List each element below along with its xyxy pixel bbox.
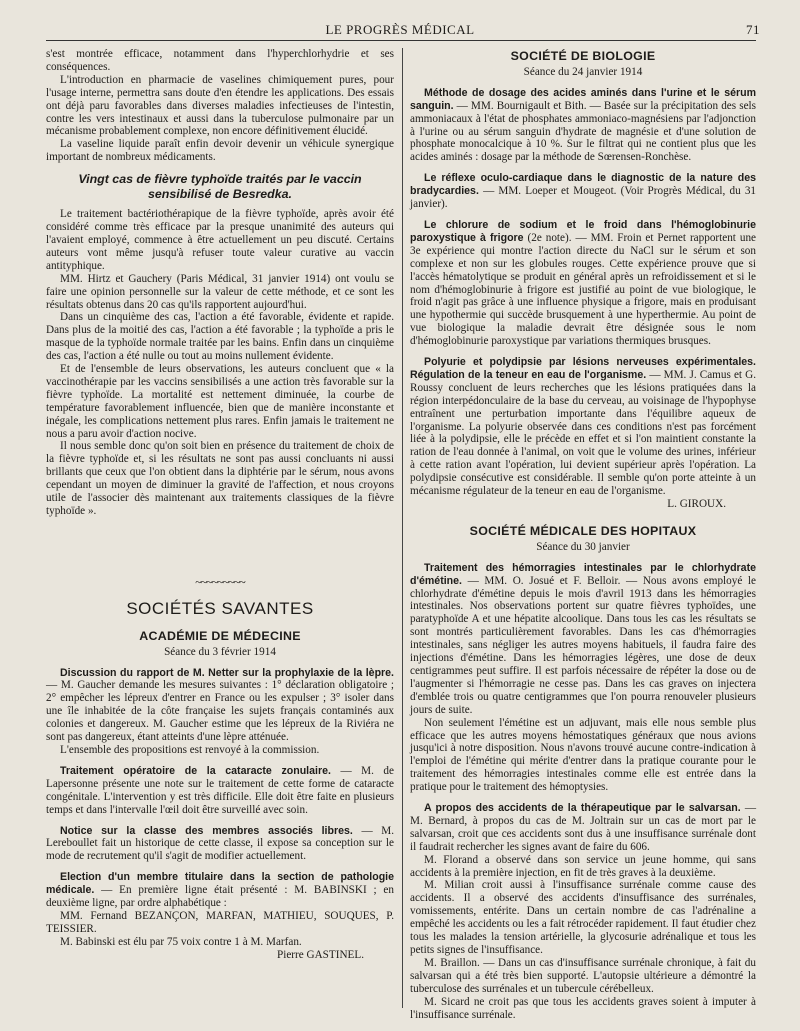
society-title: SOCIÉTÉ DE BIOLOGIE — [510, 49, 656, 63]
paragraph: Et de l'ensemble de leurs observations, les auteurs concluent que « la vaccinothérapie par les vaccins sensibilisés a une action très favorable sur la fièvre typhoïde. La mortalité est nettement diminuée, la courbe de température favorablement influencée, bien que de manière inconstante et inégale, les complications nettement plus rares. Enfin jamais le traitement ne nous a paru avoir d'action nocive. — [46, 363, 394, 440]
paragraph: Dans un cinquième des cas, l'action a été favorable, évidente et rapide. Dans plus de la moitié des cas, l'action a été favorable ; la typhoïde a pris le masque de la typhoïde normale traitée par les bains. Enfin dans un cinquième des cas, l'action a été nulle ou tout au moins nullement évidente. — [46, 311, 394, 363]
item-heading: Notice sur la classe des membres associés libres. — [60, 824, 353, 837]
report-item — [410, 802, 756, 854]
item-heading: Méthode de dosage des acides aminés dans l'urine et le sérum sanguin. — [410, 86, 756, 112]
paragraph: MM. Fernand BEZANÇON, MARFAN, MATHIEU, SOUQUES, P. TEISSIER. — [46, 909, 394, 935]
paragraph: M. Braillon. — Dans un cas d'insuffisance surrénale chronique, à fait du salvarsan qui a été très bien supporté. L'autopsie ultérieure a démontré la tuberculose des surrénales et un tubercule cérébelleux. — [410, 956, 756, 995]
paragraph: s'est montrée efficace, notamment dans l'hyperchlorhydrie et ses conséquences. — [46, 48, 394, 73]
item-heading: Le chlorure de sodium et le froid dans l'hémoglobinurie paroxystique à frigore — [410, 218, 756, 244]
society-title: SOCIÉTÉ MÉDICALE DES HOPITAUX — [469, 523, 697, 538]
paragraph: Le traitement bactériothérapique de la fièvre typhoïde, après avoir été considéré comme très efficace par la presque unanimité des auteurs qui l'avaient employé, commence à être actuellement un peu discuté. Certains auteurs vont même jusqu'à refuser toute valeur curative au vaccin antityphique. — [46, 208, 394, 272]
item-text: (2e note). — MM. Froin et Pernet rapportent une 3e expérience qui montre l'action directe du NaCl sur le sérum et son complexe et non sur les globules rouges. Cette expérience prouve que si l'accès hématolytique se produit en général après un refroidissement et si le nom d'hémoglobinurie à frigore est justifié au point de vue biologique, le froid n'agit pas grâce à une influence physique a frigore, mais en produisant une hypothermie qui succède brusquement à une hyperthermie. Au point de vue biologique la maladie devrait être désignée sous le nom d'hémoglobinurie paroxystique par variations thermiques brusques. — [410, 231, 757, 348]
item-text: — MM. J. Camus et G. Roussy concluent de leurs recherches que les lésions pratiquées dans la région interpédonculaire de la base du cerveau, au voisinage de l'hypophyse entraînent une perturbation importante dans l'équilibre aqueux de l'organisme. La polyurie observée dans ces conditions n'est pas forcément liée à la polydipsie, elle le précède en effet et si l'on maintient constante la ration de l'eau donnée à l'animal, on voit que le volume des urines, inférieur à cette ration avant l'opération, lui devient supérieur après l'opération. La polydipsie consécutive est considérable. Il semble qu'on porte atteinte à un mécanisme régulateur de la teneur en eau de l'organisme. — [410, 368, 757, 498]
column-rule — [402, 48, 403, 1008]
paragraph: Non seulement l'émétine est un adjuvant, mais elle nous semble plus efficace que les autres moyens hémostatiques généraux que nous avions jusqu'ici à notre disposition. Nous n'avons trouvé aucune contre-indication à l'emploi de l'émétine qui mérite d'entrer dans la pratique courante pour le traitement des hémorragies intestinales comme elle est entrée dans la pratique pour le traitement des hémoptysies. — [410, 716, 756, 794]
item-heading: Discussion du rapport de M. Netter sur la prophylaxie de la lèpre. — [60, 666, 394, 679]
item-text: — M. Gaucher demande les mesures suivantes : 1° déclaration obligatoire ; 2° empêcher les lépreux d'entrer en France ou les expulser ; 3° isoler dans une île inhabitée de la côte française les sujets français contaminés aux colonies et dangereux. M. Gaucher estime que les lépreux de la Riviéra ne sont pas dangereux, étant atteints d'une lèpre atténuée. — [46, 679, 394, 744]
page-number: 71 — [746, 22, 760, 37]
paragraph: M. Sicard ne croit pas que tous les accidents graves soient à imputer à l'insuffisance surrénale. — [410, 995, 756, 1021]
header-rule — [46, 40, 756, 41]
report-item — [46, 825, 394, 864]
item-text: — MM. O. Josué et F. Belloir. — Nous avons employé le chlorhydrate d'émétine depuis le mois d'avril 1913 dans les hémorragies intestinales. Nos observations portent sur quatre fièvres typhoïdes, une paratyphoïde A et une hépatite alcoolique. Dans tous les cas les résultats se sont montrés particulièrement favorables. Dans les cas d'hémorragies intestinales, sans négliger les autres moyens habituels, il faudra faire des injections d'émétine. Dans les hémorragies légères, une dose de deux centigrammes peut suffire. Il est parfois nécessaire de répéter la dose ou de l'augmenter si l'hémorragie ne cesse pas. Dans les cas graves on injectera d'emblée trois ou quatre centigrammes que l'on pourra renouveler plusieurs jours de suite. — [410, 574, 756, 716]
report-item — [410, 562, 756, 717]
report-item — [410, 356, 756, 498]
author-signature: L. GIROUX. — [667, 498, 726, 510]
paragraph: M. Milian croit aussi à l'insuffisance surrénale comme cause des accidents. Il a observé des accidents d'insuffisance des surrénales, vomissements, entérite. Dans un certain nombre de cas l'adrénaline a empêché les accidents ou les a fait rétrocéder rapidement. Il faut étudier chez tous les malades la tension artérielle, la glycosurie adrénalique et tous les petits signes de l'insuffisance. — [410, 879, 756, 956]
author-signature: Pierre GASTINEL. — [277, 948, 364, 961]
item-text: — MM. Loeper et Mougeot. (Voir Progrès Médical, du 31 janvier). — [410, 185, 757, 211]
item-text: — M. Lereboullet fait un historique de cette classe, il expose sa conception sur le mode de recrutement qu'il s'agit de modifier actuellement. — [46, 824, 394, 863]
item-heading: Le réflexe oculo-cardiaque dans le diagnostic de la nature des bradycardies. — [410, 172, 756, 198]
session-date: Séance du 3 février 1914 — [164, 645, 276, 658]
item-heading: Polyurie et polydipsie par lésions nerveuses expérimentales. Régulation de la teneur en eau de l'organisme. — [410, 356, 756, 381]
item-text: — MM. Bournigault et Bith. — Basée sur la précipitation des sels ammoniacaux à l'état de phosphates ammoniaco-magnésiens par l'adjonction à l'urine ou au sérum sanguin d'hydrate de magnésie et d'une solution de phosphate monocalcique à 10 %. Sur le filtrat qui ne contient plus que les acides aminés : dosage par la méthode de Sœrensen-Ronchèse. — [410, 99, 756, 164]
paragraph: M. Babinski est élu par 75 voix contre 1 à M. Marfan. — [60, 935, 302, 948]
item-heading: Election d'un membre titulaire dans la section de pathologie médicale. — [46, 871, 394, 897]
running-head — [0, 22, 800, 38]
report-item — [410, 219, 756, 348]
session-date: Séance du 24 janvier 1914 — [523, 65, 643, 78]
society-title: ACADÉMIE DE MÉDECINE — [139, 628, 301, 643]
paragraph: MM. Hirtz et Gauchery (Paris Médical, 31 janvier 1914) ont voulu se faire une opinion personnelle sur la valeur de cette méthode, et ce sont les résultats obtenus dans 20 cas qu'ils rapportent aujourd'hui. — [46, 272, 394, 311]
item-text: — En première ligne était présenté : M. BABINSKI ; en deuxième ligne, par ordre alphabétique : — [46, 884, 394, 910]
item-heading: Traitement opératoire de la cataracte zonulaire. — [60, 764, 331, 777]
left-column — [46, 48, 394, 962]
paragraph: M. Florand a observé dans son service un jeune homme, qui sans accidents à la première injection, en fit de très graves à la deuxième. — [410, 853, 756, 879]
ornament-divider: ~~~~~~~~~ — [195, 574, 245, 589]
report-item — [46, 765, 394, 817]
report-item — [410, 172, 756, 211]
session-date: Séance du 30 janvier — [536, 540, 630, 553]
item-text: — M. de Lapersonne présente une note sur le traitement de cette forme de cataracte congénitale. L'intervention y est très difficile. Elle doit être faite en plusieurs temps et dans l'intervalle l'œil doit être surveillé avec soin. — [46, 764, 394, 816]
right-column — [410, 48, 756, 1021]
paragraph: Il nous semble donc qu'on soit bien en présence du traitement de choix de la fièvre typhoïde et, si les résultats ne sont pas aussi concluants ni aussi brillants que ceux que l'on obtient dans la diphtérie par le sérum, nous avons cependant un moyen de diminuer la gravité de l'affection, et nous croyons utile de l'associer dès maintenant aux traitements classiques de la fièvre typhoïde ». — [46, 440, 394, 517]
item-text: — M. Bernard, à propos du cas de M. Joltrain sur un cas de mort par le salvarsan, croit que ces accidents sont dus à une insuffisance surrénale dont il faudrait rechercher les signes avant de faire du 606. — [410, 802, 757, 853]
report-item — [410, 87, 756, 164]
paragraph: L'introduction en pharmacie de vaselines chimiquement pures, pour l'usage interne, permettra sans doute d'en étendre les applications. Des essais ont déjà paru favorables dans diverses maladies infectieuses de l'intestin, contre les vers intestinaux et aussi dans la tuberculose pulmonaire par un mécanisme probablement complexe, non encore définitivement élucidé. — [46, 73, 394, 138]
section-title: SOCIÉTÉS SAVANTES — [126, 598, 314, 618]
report-item — [46, 871, 394, 910]
report-item — [46, 667, 394, 744]
paragraph: La vaseline liquide paraît enfin devoir devenir un véhicule synergique important de nombreux médicaments. — [46, 138, 394, 164]
item-heading: Traitement des hémorragies intestinales par le chlorhydrate d'émétine. — [410, 561, 756, 587]
item-heading: A propos des accidents de la thérapeutique par le salvarsan. — [424, 802, 741, 815]
journal-title: LE PROGRÈS MÉDICAL — [325, 22, 475, 37]
article-subheading: Vingt cas de fièvre typhoïde traités par le vaccin sensibilisé de Besredka. — [78, 172, 362, 202]
paragraph: L'ensemble des propositions est renvoyé à la commission. — [60, 743, 320, 756]
